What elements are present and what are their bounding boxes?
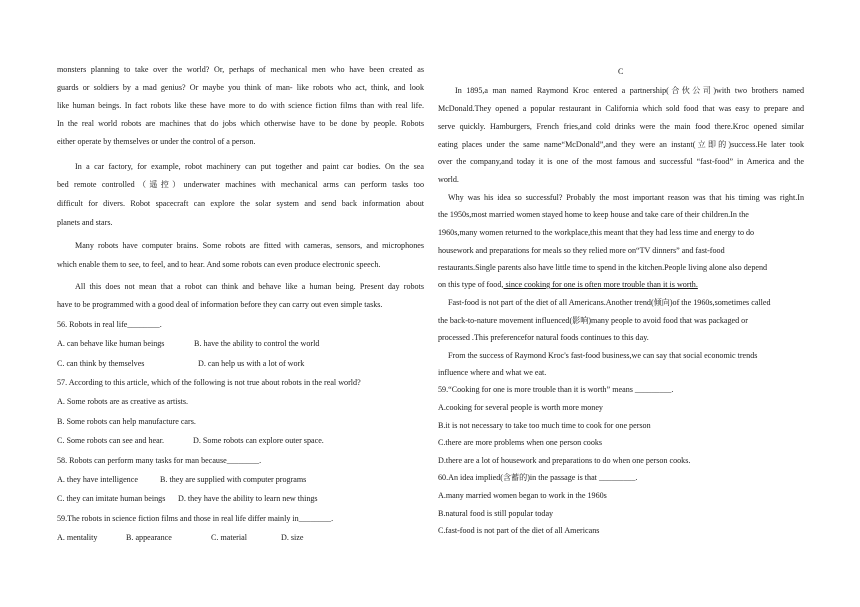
passage-b-line: monsters planning to take over the world? Or, perhaps of mechanical men who have been created as: [57, 65, 424, 74]
passage-c-line: the back-to-nature movement influenced(影响)many people to avoid food that was packaged or: [438, 316, 748, 325]
passage-b-line: bed remote controlled（遥控）underwater machines with mechanical arms can perform tasks too: [57, 180, 424, 189]
question-56-stem: 56. Robots in real life________.: [57, 320, 162, 329]
question-60-option-c: C.fast-food is not part of the diet of all Americans: [438, 526, 600, 535]
question-59-option-b: B.it is not necessary to take too much time to cook for one person: [438, 421, 651, 430]
question-56-option-b: B. have the ability to control the world: [194, 339, 320, 348]
question-60-option-a: A.many married women began to work in the 1960s: [438, 491, 607, 500]
question-56-option-c: C. can think by themselves: [57, 359, 145, 368]
passage-c-line: In 1895,a man named Raymond Kroc entered a partnership(合伙公司)with two brothers named: [455, 86, 804, 95]
passage-c-line: housework and preparations for meals so they relied more on“TV dinners” and fast-food: [438, 246, 725, 255]
passage-c-line: world.: [438, 175, 459, 184]
passage-b-line: which enable them to see, to feel, and to hear. And some robots can even produce electronic speech.: [57, 260, 381, 269]
question-59-stem: 59.“Cooking for one is more trouble than it is worth” means _________.: [438, 385, 674, 394]
passage-c-line: processed .This preferencefor natural foods continues to this day.: [438, 333, 649, 342]
passage-c-line: 1960s,many women returned to the workplace,this meant that they had less time and energy to do: [438, 228, 755, 237]
question-59-left-stem: 59.The robots in science fiction films and those in real life differ mainly in________.: [57, 514, 334, 523]
question-56-option-d: D. can help us with a lot of work: [198, 359, 305, 368]
passage-b-line: In a car factory, for example, robot machinery can put together and paint car bodies. On the sea: [75, 162, 424, 171]
passage-c-line: serve quickly. Hamburgers, French fries,and cold drinks were the main food there.Kroc opened similar: [438, 122, 804, 131]
question-57-option-d: D. Some robots can explore outer space.: [193, 436, 324, 445]
passage-b-line: In the real world robots are machines that do jobs which otherwise have to be done by people. Robots: [57, 119, 424, 128]
passage-b-line: Many robots have computer brains. Some robots are fitted with cameras, sensors, and microphones: [75, 241, 424, 250]
question-59-option-c: C.there are more problems when one person cooks: [438, 438, 603, 447]
question-57-stem: 57. According to this article, which of the following is not true about robots in the real world?: [57, 378, 361, 387]
question-56-option-a: A. can behave like human beings: [57, 339, 165, 348]
passage-c-text: on this type of food,: [438, 280, 504, 289]
question-58-stem: 58. Robots can perform many tasks for man because________.: [57, 456, 262, 465]
question-59-option-a: A.cooking for several people is worth more money: [438, 403, 603, 412]
passage-b-line: guards or soldiers by a mad genius? Or maybe you think of man- like robots who act, think, and look: [57, 83, 424, 92]
passage-b-line: like human beings. In fact robots like these have more to do with science fiction films than with real life.: [57, 101, 424, 110]
underlined-sentence: since cooking for one is often more trouble than it is worth.: [503, 280, 698, 289]
passage-c-line: over the company,and today it is one of the most famous and successful “fast-food” in America and the: [438, 157, 804, 166]
passage-c-line: restaurants.Single parents also have little time to spend in the kitchen.People living alone also depend: [438, 263, 768, 272]
passage-b-line: planets and stars.: [57, 218, 113, 227]
passage-c-line: eating places under the same name“McDonald”,and they were an instant(立即的)success.He later took: [438, 140, 804, 149]
question-59-option-d: D.there are a lot of housework and preparations to do when one person cooks.: [438, 456, 691, 465]
passage-c-line: From the success of Raymond Kroc's fast-food business,we can say that social economic trends: [448, 351, 758, 360]
passage-c-line: McDonald.They opened a popular restaurant in California which sold food that was easy to prepare and: [438, 104, 804, 113]
passage-c-heading: C: [618, 67, 624, 76]
question-60-stem: 60.An idea implied(含蓄的)in the passage is that _________.: [438, 473, 638, 482]
passage-c-line-underlined: [438, 281, 698, 289]
passage-c-line: Fast-food is not part of the diet of all Americans.Another trend(倾向)of the 1960s,sometimes called: [448, 298, 771, 307]
passage-c-line: the 1950s,most married women stayed home to keep house and take care of their children.In the: [438, 210, 749, 219]
passage-b-line: difficult for divers. Robot spacecraft can explore the solar system and send back information about: [57, 199, 424, 208]
question-59-left-option-c: C. material: [211, 533, 247, 542]
passage-c-line: influence where and what we eat.: [438, 368, 547, 377]
passage-b-line: either operate by themselves or under the control of a person.: [57, 137, 256, 146]
question-58-option-d: D. they have the ability to learn new things: [178, 494, 318, 503]
passage-b-line: All this does not mean that a robot can think and behave like a human being. Present day robots: [75, 282, 424, 291]
question-60-option-b: B.natural food is still popular today: [438, 509, 554, 518]
question-57-option-c: C. Some robots can see and hear.: [57, 436, 164, 445]
question-57-option-a: A. Some robots are as creative as artists.: [57, 397, 189, 406]
question-58-option-c: C. they can imitate human beings: [57, 494, 166, 503]
question-58-option-a: A. they have intelligence: [57, 475, 138, 484]
passage-b-line: have to be programmed with a good deal of information before they can carry out even simple tasks.: [57, 300, 383, 309]
question-58-option-b: B. they are supplied with computer programs: [160, 475, 307, 484]
question-57-option-b: B. Some robots can help manufacture cars.: [57, 417, 196, 426]
passage-c-line: Why was his idea so successful? Probably the most important reason was that his timing was right.In: [448, 193, 804, 202]
question-59-left-option-d: D. size: [281, 533, 304, 542]
question-59-left-option-a: A. mentality: [57, 533, 98, 542]
question-59-left-option-b: B. appearance: [126, 533, 172, 542]
